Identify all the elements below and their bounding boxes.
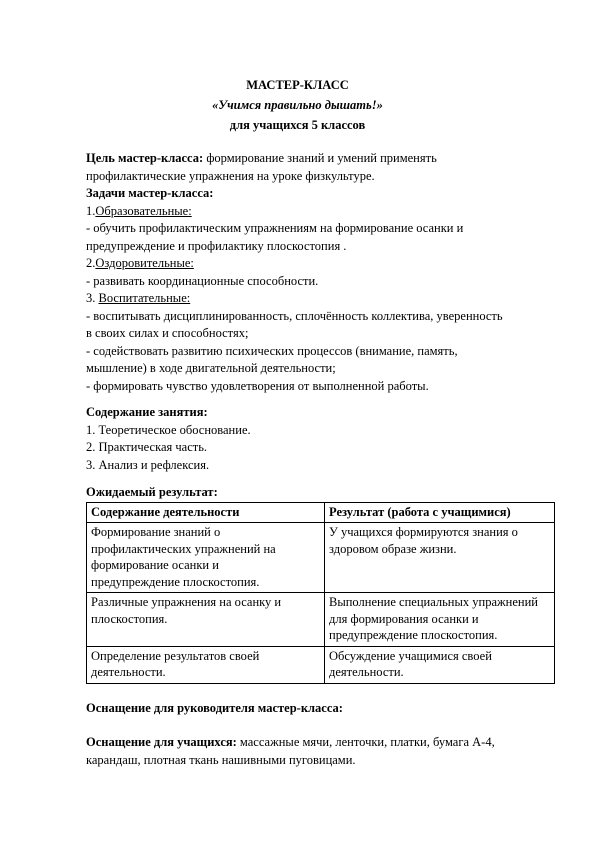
content-item: 2. Практическая часть.: [86, 440, 208, 454]
spacer: [86, 474, 556, 484]
table-cell: [87, 523, 325, 593]
task-group-3-num: 3.: [86, 291, 99, 305]
goal-label: Цель мастер-класса:: [86, 151, 204, 165]
table-header-cell: Содержание деятельности: [87, 502, 325, 523]
task-group-3-item: - воспитывать дисциплинированность, сплочённость коллектива, уверенность: [86, 308, 503, 323]
goal-line-1: [86, 150, 556, 168]
cell-line: деятельности.: [91, 665, 166, 679]
title-line-2: «Учимся правильно дышать!»: [212, 98, 383, 112]
spacer: [86, 684, 556, 700]
task-group-3-item: - формировать чувство удовлетворения от выполненной работы.: [86, 378, 429, 393]
cell-line: деятельности.: [329, 665, 404, 679]
expected-label: Ожидаемый результат:: [86, 485, 218, 499]
equipment-students-text-2: карандаш, плотная ткань нашивными пуговицами.: [86, 752, 356, 767]
table-cell: [325, 593, 555, 647]
cell-line: Формирование знаний о: [91, 525, 221, 539]
spacer: [86, 395, 556, 404]
equipment-students-text-1: массажные мячи, ленточки, платки, бумага А-4,: [236, 735, 495, 749]
table-row: [87, 593, 555, 647]
cell-line: Различные упражнения на осанку и: [91, 595, 282, 609]
table-cell: [87, 646, 325, 683]
task-group-3-item: мышление) в ходе двигательной деятельности;: [86, 361, 336, 375]
table-cell: [325, 646, 555, 683]
cell-line: для формирования осанки и: [329, 611, 479, 626]
cell-line: Обсуждение учащимися своей: [329, 648, 492, 663]
content-item: 1. Теоретическое обоснование.: [86, 422, 251, 437]
document-body: [86, 150, 556, 769]
task-group-3-item: в своих силах и способностях;: [86, 326, 249, 340]
title-line-3: для учащихся 5 классов: [229, 118, 366, 132]
cell-line: Выполнение специальных упражнений: [329, 595, 538, 609]
goal-text-2: профилактические упражнения на уроке физкультуре.: [86, 168, 375, 183]
table-cell: [325, 523, 555, 593]
table-cell: [87, 593, 325, 647]
goal-text-1: формирование знаний и умений применять: [203, 151, 437, 165]
task-group-2-title: Оздоровительные:: [95, 256, 194, 270]
cell-line: предупреждение плоскостопия.: [329, 628, 498, 642]
cell-line: У учащихся формируются знания о: [329, 525, 518, 539]
cell-line: профилактических упражнений на: [91, 541, 276, 556]
results-table: [86, 502, 555, 684]
cell-line: плоскостопия.: [91, 611, 168, 626]
document-title: [0, 75, 595, 135]
task-group-2-num: 2.: [86, 256, 96, 270]
cell-line: здоровом образе жизни.: [329, 541, 457, 556]
task-group-1-heading: [86, 203, 556, 221]
table-header-cell: Результат (работа с учащимися): [325, 502, 555, 523]
equipment-students-line-1: [86, 734, 556, 752]
cell-line: Определение результатов своей: [91, 648, 260, 663]
task-group-1-item: предупреждение и профилактику плоскостопия .: [86, 238, 347, 253]
title-line-1: МАСТЕР-КЛАСС: [246, 78, 349, 92]
table-row: [87, 646, 555, 683]
cell-line: предупреждение плоскостопия.: [91, 574, 260, 589]
task-group-2-item: - развивать координационные способности.: [86, 273, 319, 288]
task-group-1-title: Образовательные:: [95, 203, 192, 218]
task-group-3-item: - содействовать развитию психических процессов (внимание, память,: [86, 343, 458, 358]
task-group-1-item: - обучить профилактическим упражнениям на формирование осанки и: [86, 221, 464, 235]
content-label: Содержание занятия:: [86, 405, 208, 419]
content-item: 3. Анализ и рефлексия.: [86, 457, 210, 472]
table-header-row: [87, 502, 555, 523]
equipment-students-label: Оснащение для учащихся:: [86, 735, 237, 749]
task-group-2-heading: [86, 255, 556, 273]
table-row: [87, 523, 555, 593]
cell-line: формирование осанки и: [91, 558, 219, 572]
equipment-leader-label: Оснащение для руководителя мастер-класса:: [86, 700, 343, 715]
tasks-label: Задачи мастер-класса:: [86, 186, 214, 200]
task-group-3-title: Воспитательные:: [98, 291, 191, 305]
task-group-1-num: 1.: [86, 203, 96, 218]
task-group-3-heading: [86, 290, 556, 308]
spacer: [86, 717, 556, 734]
